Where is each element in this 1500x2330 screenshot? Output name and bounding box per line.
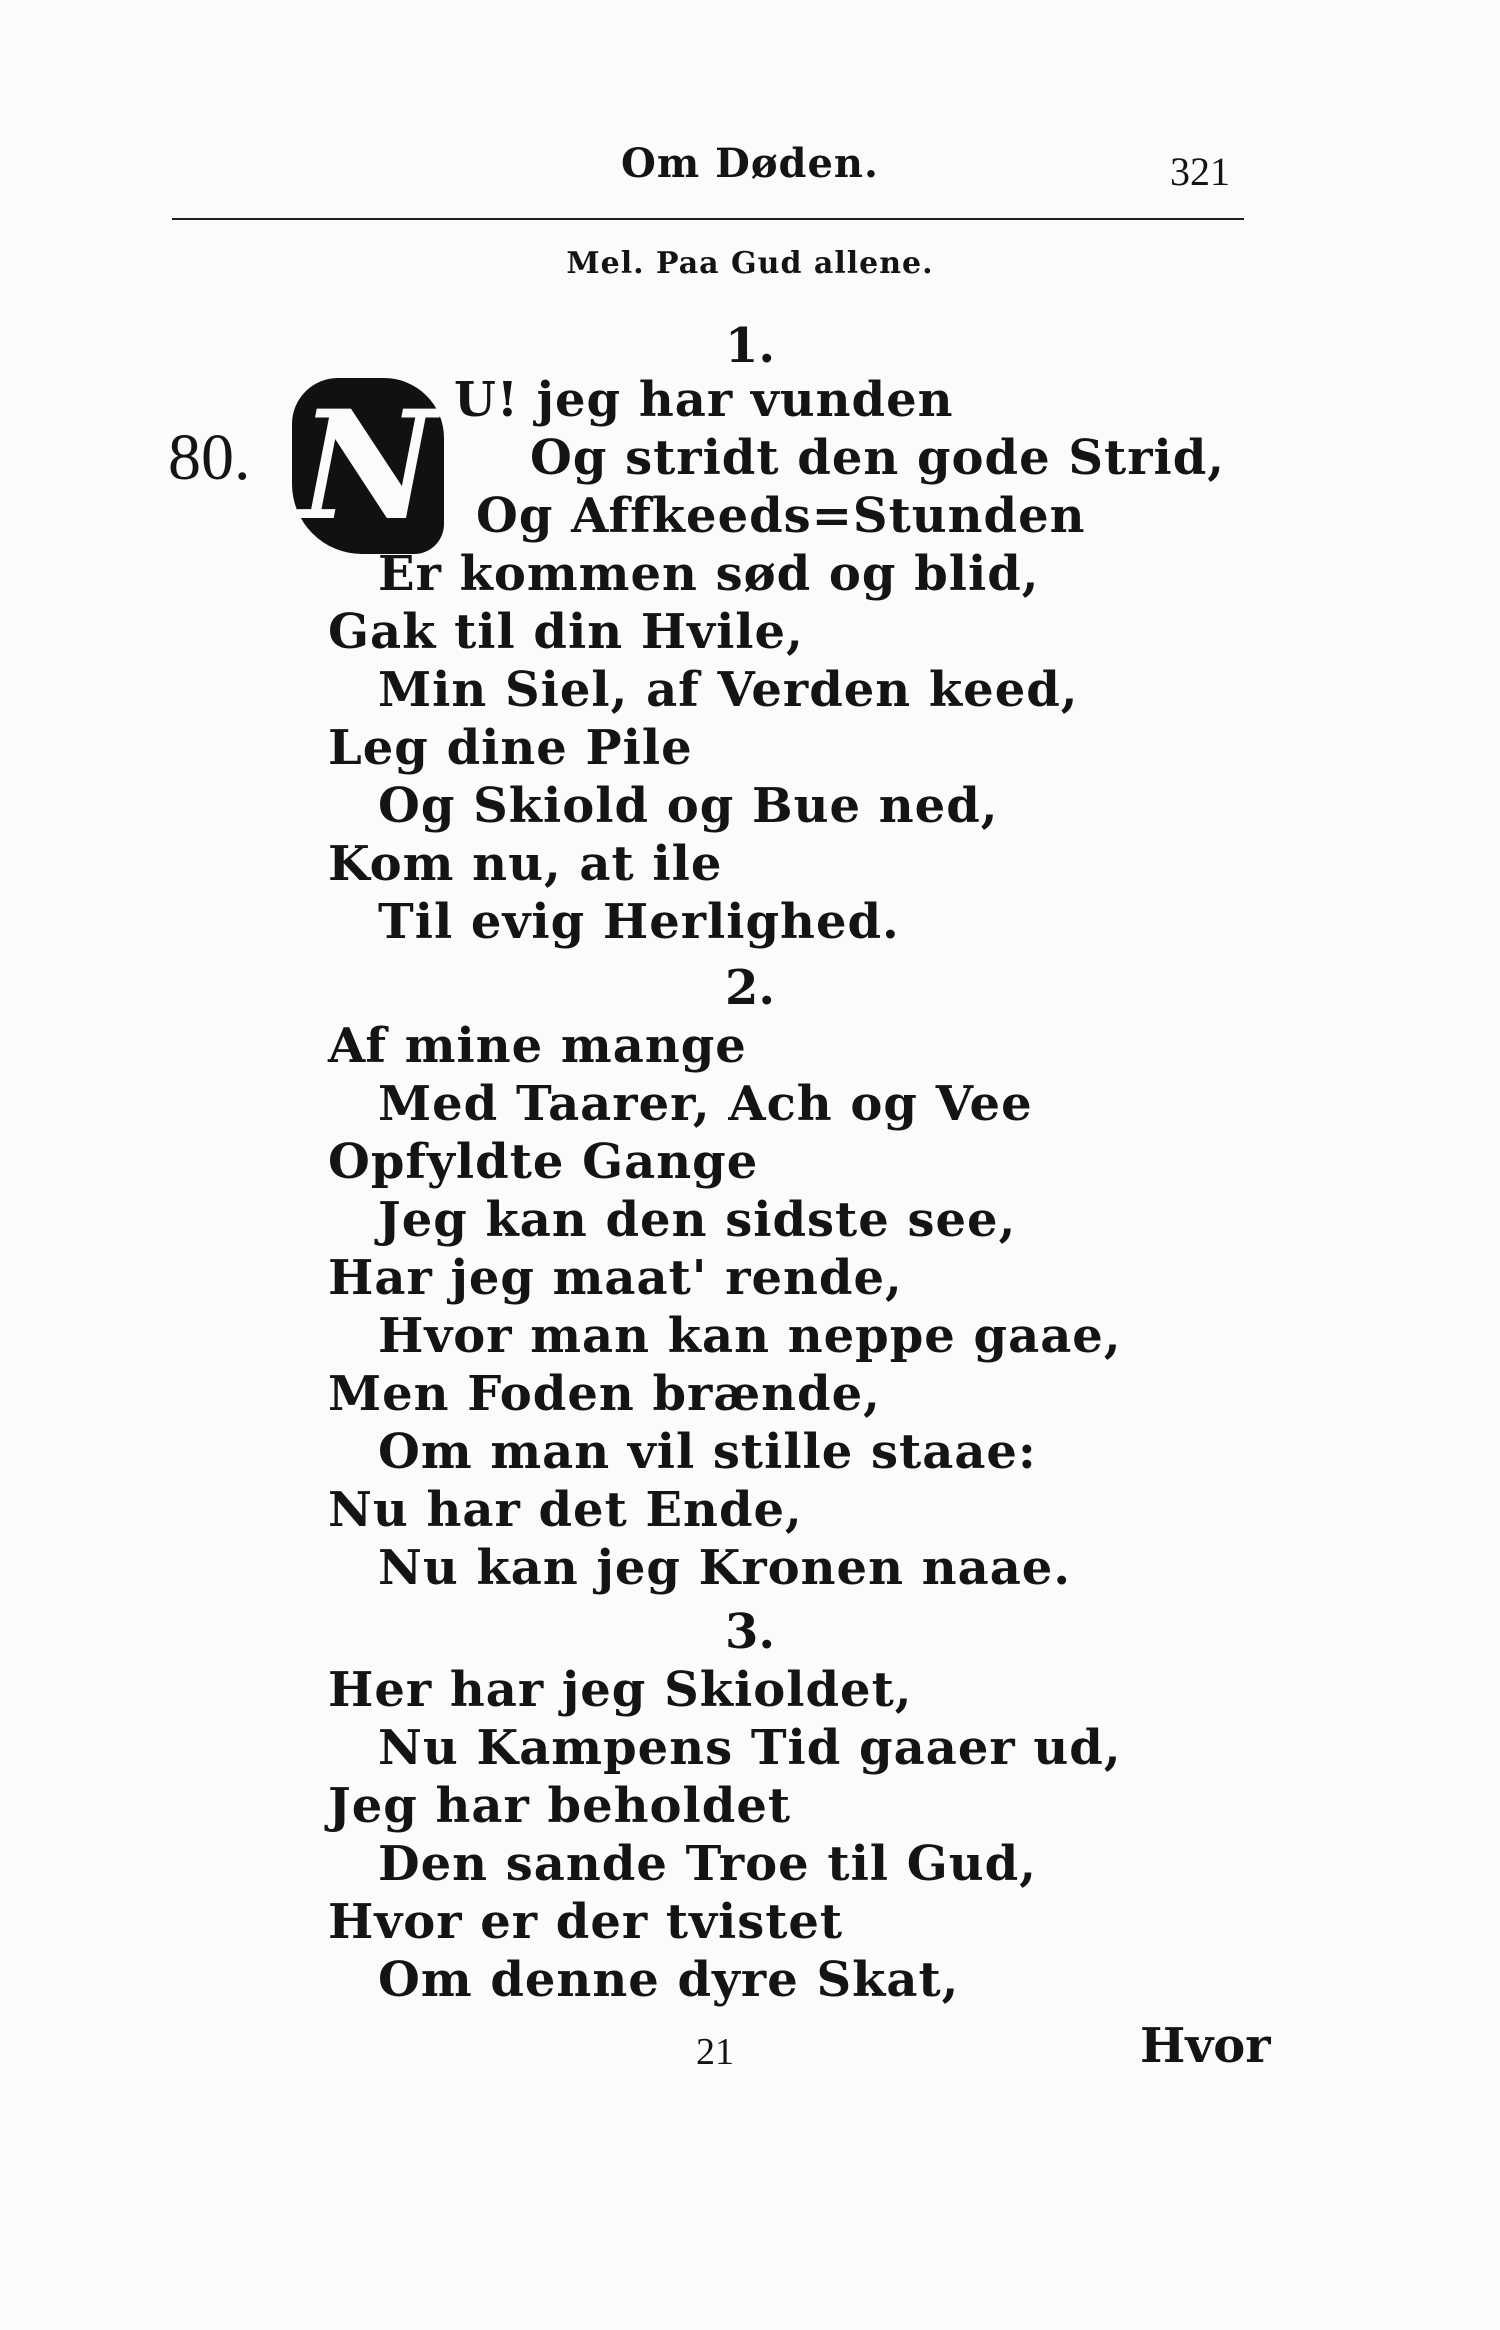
verse-line: Nu kan jeg Kronen naae. [378, 1540, 1072, 1596]
running-head-title: Om Døden. [621, 140, 879, 187]
verse-line: Har jeg maat' rende, [328, 1250, 903, 1306]
verse-line: Jeg har beholdet [328, 1778, 792, 1834]
verse-line: Og Skiold og Bue ned, [378, 778, 999, 834]
catchword: Hvor [1140, 2018, 1271, 2074]
verse-line: Den sande Troe til Gud, [378, 1836, 1037, 1892]
decorated-initial [292, 378, 444, 554]
verse-line: Jeg kan den sidste see, [378, 1192, 1017, 1248]
verse-line: Med Taarer, Ach og Vee [378, 1076, 1033, 1132]
verse-line: Opfyldte Gange [328, 1134, 759, 1190]
melody-line: Mel. Paa Gud allene. [566, 246, 934, 281]
verse-line: Om man vil stille staae: [378, 1424, 1037, 1480]
verse-line: Leg dine Pile [328, 720, 693, 776]
hymn-number: 80. [168, 421, 251, 494]
page-number: 321 [1170, 149, 1230, 194]
verse-line: Min Siel, af Verden keed, [378, 662, 1079, 718]
verse-line: Hvor man kan neppe gaae, [378, 1308, 1122, 1364]
verse-number-2: 2. [724, 960, 776, 1016]
verse-line: Nu Kampens Tid gaaer ud, [378, 1720, 1122, 1776]
verse-line: Om denne dyre Skat, [378, 1952, 960, 2008]
verse-line: Kom nu, at ile [328, 836, 723, 892]
verse-line: Til evig Herlighed. [378, 894, 900, 950]
verse-line: Hvor er der tvistet [328, 1894, 844, 1950]
verse-line: Gak til din Hvile, [328, 604, 804, 660]
header-rule [172, 218, 1244, 220]
verse-line: U! jeg har vunden [454, 372, 954, 428]
verse-line: Men Foden brænde, [328, 1366, 881, 1422]
verse-line: Nu har det Ende, [328, 1482, 803, 1538]
verse-line: Og stridt den gode Strid, [530, 430, 1225, 486]
verse-line: Er kommen sød og blid, [378, 546, 1040, 602]
signature-mark: 21 [696, 2031, 734, 2073]
verse-line: Af mine mange [328, 1018, 747, 1074]
verse-number-3: 3. [724, 1604, 776, 1660]
verse-number-1: 1. [724, 318, 776, 374]
verse-line: Her har jeg Skioldet, [328, 1662, 913, 1718]
decorated-initial-letter: N [299, 378, 437, 554]
verse-line: Og Affkeeds=Stunden [476, 488, 1086, 544]
